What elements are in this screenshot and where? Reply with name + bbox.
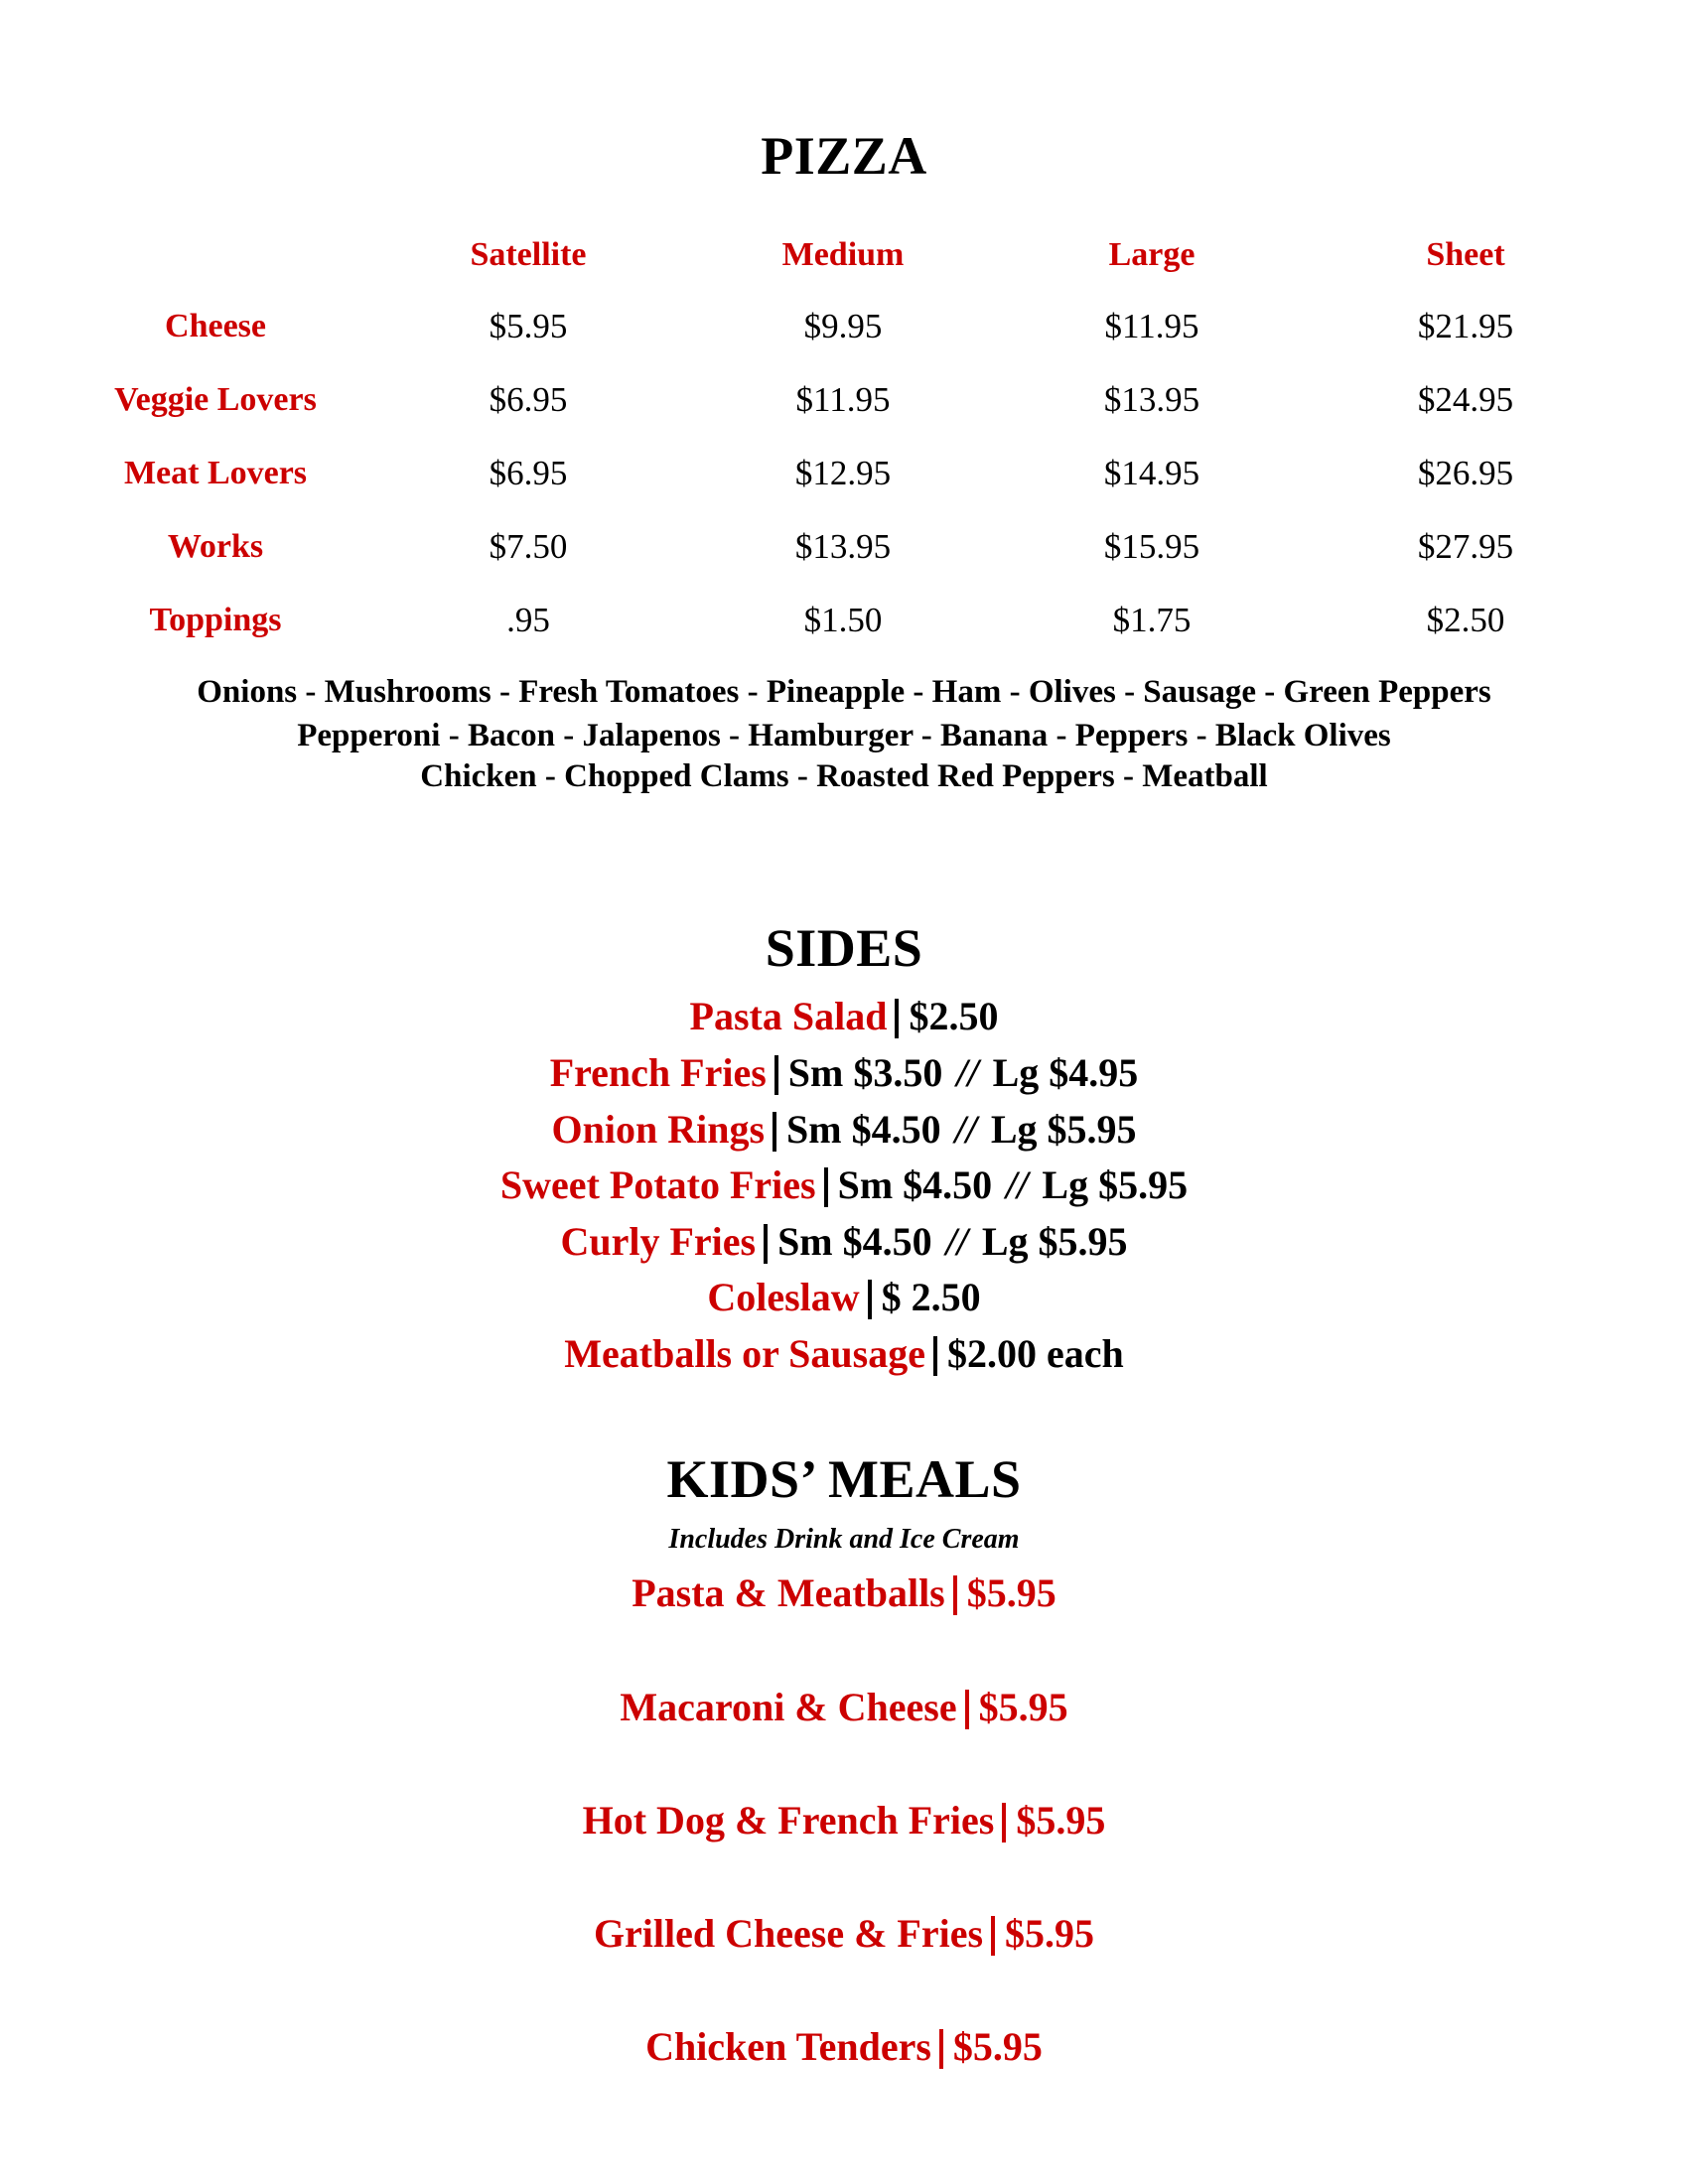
side-item-name: Sweet Potato Fries: [499, 1162, 816, 1207]
kids-item-price: $5.95: [952, 2024, 1043, 2069]
kids-item-price: $5.95: [1005, 1911, 1095, 1956]
separator-bar: [895, 999, 899, 1038]
side-item-name: Coleslaw: [707, 1275, 860, 1319]
price-large: $15.95: [1103, 527, 1200, 566]
price-sheet: $26.95: [1417, 454, 1514, 492]
side-item-name: Curly Fries: [560, 1219, 757, 1264]
kids-item-macaroni-cheese: [0, 1685, 1688, 1729]
separator-bar: [953, 1575, 957, 1615]
side-item-meatballs-or-sausage: [0, 1331, 1688, 1376]
price-large: $1.75: [1112, 601, 1192, 639]
separator-bar: [933, 1336, 937, 1376]
separator-bar: [1002, 1803, 1006, 1843]
sides-section-title: SIDES: [765, 918, 923, 978]
toppings-line-3: Chicken - Chopped Clams - Roasted Red Peppers - Meatball: [420, 758, 1268, 794]
price-large: $11.95: [1104, 307, 1199, 345]
side-item-curly-fries: [0, 1219, 1688, 1264]
side-item-name: Onion Rings: [551, 1107, 766, 1152]
row-label: Cheese: [165, 308, 266, 344]
size-separator: //: [945, 1219, 968, 1264]
price-sheet: $24.95: [1417, 380, 1514, 419]
side-item-onion-rings: [0, 1107, 1688, 1152]
side-item-name: French Fries: [549, 1050, 767, 1095]
price-sheet: $27.95: [1417, 527, 1514, 566]
side-item-coleslaw: [0, 1275, 1688, 1319]
size-separator: //: [956, 1050, 979, 1095]
separator-bar: [773, 1112, 776, 1152]
row-label: Meat Lovers: [123, 455, 308, 491]
kids-item-name: Chicken Tenders: [645, 2024, 931, 2069]
column-header-sheet: Sheet: [1426, 236, 1505, 273]
kids-item-grilled-cheese-fries: [0, 1911, 1688, 1956]
separator-bar: [764, 1224, 768, 1264]
price-medium: $12.95: [794, 454, 892, 492]
row-label: Veggie Lovers: [114, 381, 317, 418]
side-item-small-price: Sm $4.50: [786, 1107, 941, 1152]
side-item-small-price: Sm $4.50: [777, 1219, 932, 1264]
price-medium: $1.50: [803, 601, 883, 639]
side-item-french-fries: [0, 1050, 1688, 1095]
price-sheet: $2.50: [1426, 601, 1505, 639]
price-large: $13.95: [1103, 380, 1200, 419]
side-item-sweet-potato-fries: [0, 1162, 1688, 1207]
kids-meals-subtitle: Includes Drink and Ice Cream: [668, 1524, 1020, 1555]
pizza-section-title: PIZZA: [761, 126, 927, 186]
kids-item-pasta-meatballs: [0, 1570, 1688, 1615]
side-item-small-price: Sm $3.50: [787, 1050, 943, 1095]
side-item-price: $2.00 each: [946, 1331, 1124, 1376]
kids-item-name: Grilled Cheese & Fries: [593, 1911, 984, 1956]
toppings-line-2: Pepperoni - Bacon - Jalapenos - Hamburger - Banana - Peppers - Black Olives: [297, 718, 1391, 753]
column-header-large: Large: [1108, 236, 1196, 273]
side-item-large-price: Lg $5.95: [990, 1107, 1137, 1152]
kids-item-price: $5.95: [966, 1570, 1056, 1615]
column-header-medium: Medium: [781, 236, 905, 273]
price-medium: $13.95: [794, 527, 892, 566]
kids-item-price: $5.95: [1016, 1798, 1106, 1843]
price-satellite: .95: [506, 601, 550, 639]
side-item-large-price: Lg $4.95: [992, 1050, 1139, 1095]
side-item-large-price: Lg $5.95: [1042, 1162, 1189, 1207]
price-sheet: $21.95: [1417, 307, 1514, 345]
side-item-name: Pasta Salad: [689, 994, 888, 1038]
kids-meals-section-title: KIDS’ MEALS: [666, 1449, 1022, 1509]
price-satellite: $6.95: [489, 380, 568, 419]
price-satellite: $6.95: [489, 454, 568, 492]
separator-bar: [774, 1055, 778, 1095]
separator-bar: [965, 1690, 969, 1729]
kids-item-name: Pasta & Meatballs: [632, 1570, 945, 1615]
side-item-large-price: Lg $5.95: [981, 1219, 1128, 1264]
row-label: Works: [167, 528, 264, 565]
side-item-pasta-salad: [0, 994, 1688, 1038]
row-label: Toppings: [149, 602, 282, 638]
kids-item-price: $5.95: [978, 1685, 1068, 1729]
kids-item-name: Macaroni & Cheese: [620, 1685, 957, 1729]
price-medium: $9.95: [803, 307, 883, 345]
price-satellite: $5.95: [489, 307, 568, 345]
column-header-satellite: Satellite: [470, 236, 587, 273]
side-item-price: $2.50: [909, 994, 999, 1038]
size-separator: //: [1006, 1162, 1029, 1207]
separator-bar: [991, 1916, 995, 1956]
price-large: $14.95: [1103, 454, 1200, 492]
side-item-name: Meatballs or Sausage: [564, 1331, 925, 1376]
price-satellite: $7.50: [489, 527, 568, 566]
separator-bar: [939, 2029, 943, 2069]
kids-item-chicken-tenders: [0, 2024, 1688, 2069]
price-medium: $11.95: [795, 380, 891, 419]
side-item-small-price: Sm $4.50: [837, 1162, 993, 1207]
kids-item-hot-dog-french-fries: [0, 1798, 1688, 1843]
separator-bar: [868, 1280, 872, 1319]
size-separator: //: [954, 1107, 977, 1152]
side-item-price: $ 2.50: [881, 1275, 981, 1319]
separator-bar: [824, 1167, 828, 1207]
kids-item-name: Hot Dog & French Fries: [582, 1798, 995, 1843]
toppings-line-1: Onions - Mushrooms - Fresh Tomatoes - Pineapple - Ham - Olives - Sausage - Green Peppers: [197, 674, 1491, 710]
